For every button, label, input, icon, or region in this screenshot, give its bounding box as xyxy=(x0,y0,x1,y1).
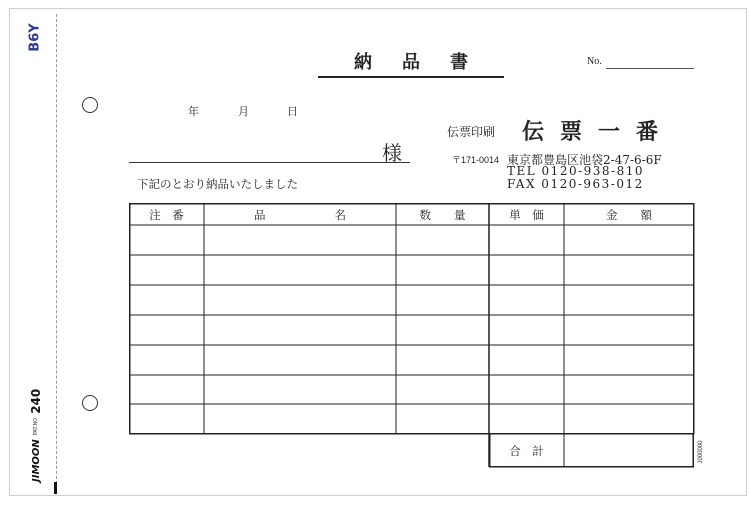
serial-number: J000000 xyxy=(698,440,704,464)
date-year-label: 年 xyxy=(188,105,199,118)
table-grid xyxy=(129,203,695,468)
items-table xyxy=(129,203,694,434)
document-title xyxy=(318,48,504,78)
perforation-line xyxy=(56,14,57,484)
document-title-text: 納品書 xyxy=(354,52,498,73)
no-label: No. xyxy=(587,56,602,67)
customer-name-field[interactable] xyxy=(129,162,410,163)
company-address: 東京都豊島区池袋2-47-6-6F xyxy=(507,153,662,167)
brand-block xyxy=(26,388,46,482)
total-label: 合 計 xyxy=(509,444,544,458)
col-header-amount: 金 額 xyxy=(606,208,652,222)
product-number: 240 xyxy=(29,388,43,414)
bottom-tick-mark xyxy=(54,482,57,494)
col-header-order-no: 注 番 xyxy=(149,208,184,222)
no-field[interactable] xyxy=(606,68,694,69)
date-month-label: 月 xyxy=(238,105,249,118)
col-header-unit-price: 単 価 xyxy=(509,208,544,222)
honorific: 様 xyxy=(382,141,402,165)
company-postal: 〒171-0014 xyxy=(452,155,500,165)
company-tel: TEL 0120-938-810 xyxy=(507,164,645,178)
company-sub-label: 伝票印刷 xyxy=(447,125,496,139)
intro-text: 下記のとおり納品いたしました xyxy=(137,177,298,191)
col-header-quantity: 数 量 xyxy=(419,208,466,222)
form-code: B6Y xyxy=(27,23,43,52)
brand-logo: JIMOON xyxy=(30,439,42,482)
punch-hole-bottom xyxy=(82,395,98,411)
col-header-item-name: 品 名 xyxy=(254,208,346,222)
punch-hole-top xyxy=(82,97,98,113)
brand-sub: PAT.NO xyxy=(32,417,39,436)
table-border xyxy=(130,204,694,434)
company-fax: FAX 0120-963-012 xyxy=(507,177,644,191)
company-name: 伝票一番 xyxy=(522,119,675,145)
date-day-label: 日 xyxy=(287,105,298,118)
